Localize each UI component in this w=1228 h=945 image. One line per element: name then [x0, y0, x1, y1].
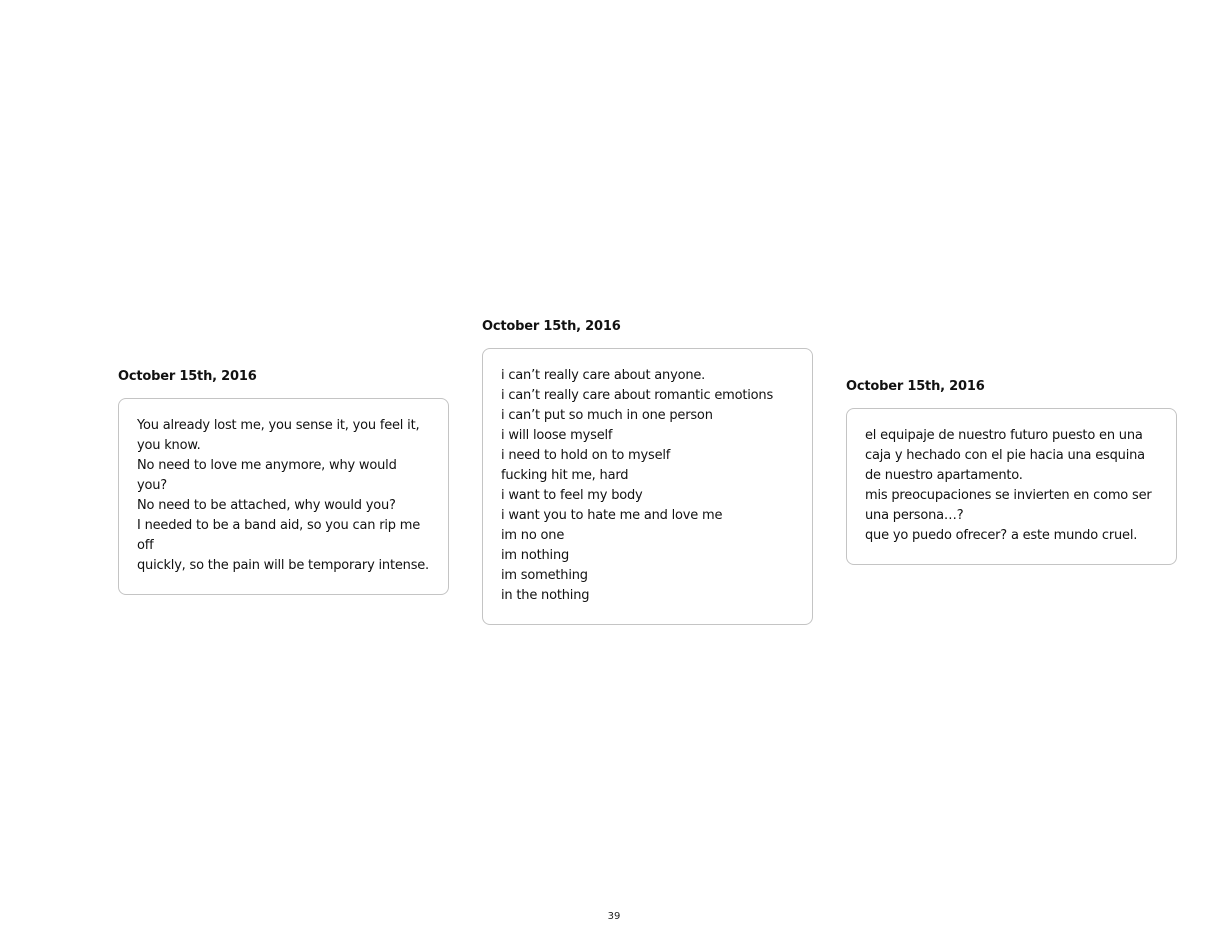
entry-line: el equipaje de nuestro futuro puesto en una caja y hechado con el pie hacia una esquina de nuestro apartamento. [865, 428, 1145, 483]
journal-entry-3 [846, 378, 1177, 565]
entry-line: im something [501, 568, 588, 583]
entry-line: mis preocupaciones se invierten en como ser una persona…? [865, 488, 1152, 523]
entry-line: i can’t put so much in one person [501, 408, 713, 423]
page-number: 39 [607, 911, 621, 922]
entry-line: No need to love me anymore, why would you? [137, 458, 397, 493]
entry-line: i will loose myself [501, 428, 613, 443]
entry-date: October 15th, 2016 [846, 379, 985, 394]
entry-line: No need to be attached, why would you? [137, 498, 396, 513]
entry-line: quickly, so the pain will be temporary intense. [137, 558, 429, 573]
entry-line: que yo puedo ofrecer? a este mundo cruel. [865, 528, 1138, 543]
entry-line: im no one [501, 528, 565, 543]
entry-line: in the nothing [501, 588, 590, 603]
journal-entry-1 [118, 368, 449, 595]
entry-line: i can’t really care about romantic emotions [501, 388, 774, 403]
entry-line: i want you to hate me and love me [501, 508, 723, 523]
entry-line: i can’t really care about anyone. [501, 368, 706, 383]
entry-line: i want to feel my body [501, 488, 643, 503]
journal-entry-2 [482, 318, 813, 625]
entry-text-box [118, 398, 449, 595]
entry-line: You already lost me, you sense it, you feel it, you know. [137, 418, 420, 453]
entry-text-box [846, 408, 1177, 565]
entry-line: I needed to be a band aid, so you can rip me off [137, 518, 421, 553]
entry-text-box [482, 348, 813, 625]
entry-line: im nothing [501, 548, 570, 563]
entry-date: October 15th, 2016 [482, 319, 621, 334]
entry-line: i need to hold on to myself [501, 448, 671, 463]
entry-date: October 15th, 2016 [118, 369, 257, 384]
entry-line: fucking hit me, hard [501, 468, 629, 483]
